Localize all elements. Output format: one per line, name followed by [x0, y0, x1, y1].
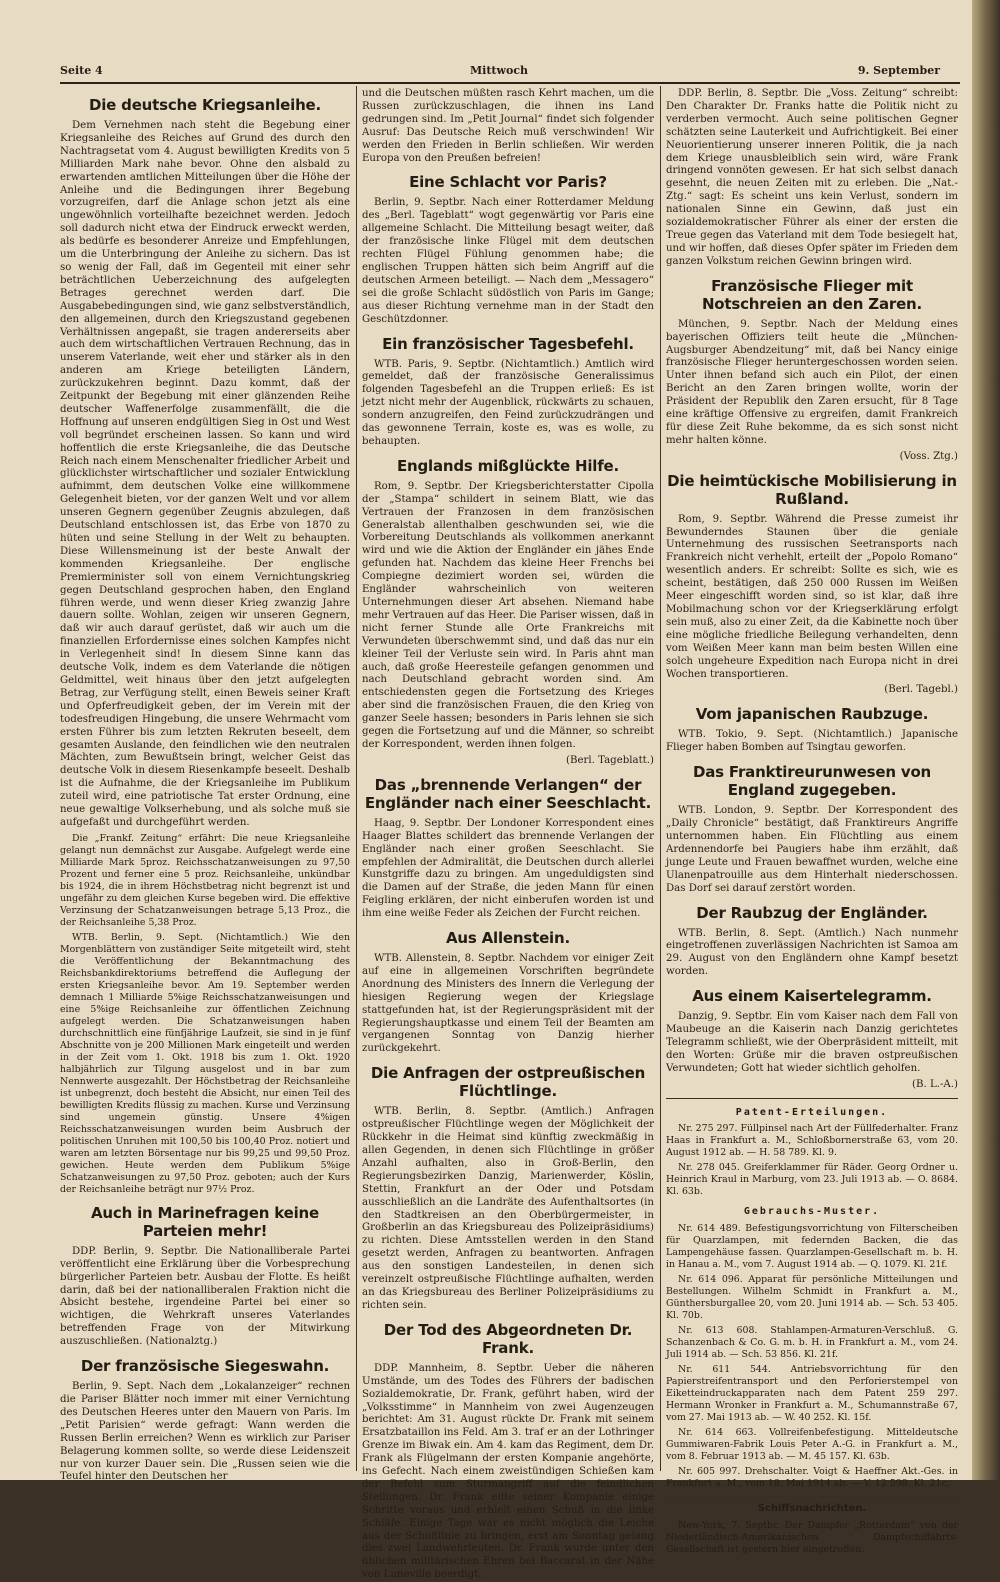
headline-mobilisierung: Die heimtückische Mobilisierung in Rußland.	[667, 471, 957, 508]
article-paragraph: DDP. Berlin, 8. Septbr. Die „Voss. Zeitung“ schreibt: Den Charakter Dr. Franks hatte die Politik nicht zu verderben vermocht. Auch seine politischen Gegner schätzten seine Lauterkeit und Aufrichtigkeit. Bei einer Neuorientierung unserer inneren Politik, die ja nach dem Kriege unausbleiblich sein wird, wäre Frank dringend vonnöten gewesen. Er hat sich selbst danach gesehnt, die neuen Zeiten mit zu erleben. Die „Nat.-Ztg.“ sagt: Es scheint uns kein Verlust, sondern im nationalen Sinne ein Gewinn, daß just ein sozialdemokratischer Führer als einer der ersten die Treue gegen das Vaterland mit dem Tode besiegelt hat, und wir hoffen, daß dieses Opfer später im Frieden dem ganzen Volkstum reichen Gewinn bringen wird.	[666, 88, 958, 267]
column-rule	[356, 86, 357, 1471]
headline-schlacht-paris: Eine Schlacht vor Paris?	[409, 173, 607, 192]
article-paragraph: WTB. Allenstein, 8. Septbr. Nachdem vor einiger Zeit auf eine in allgemeinen Vorschriften begründete Anordnung des Ministers des Innern die Verlegung der hiesigen Regierung wegen der Kriegslage stattgefunden hat, ist der Regierungspräsident mit der Regierungshauptkasse und einem Teil der Beamten am vergangenen Sonntag von Danzig hierher zurückgekehrt.	[362, 953, 654, 1055]
article-paragraph: WTB. London, 9. Septbr. Der Korrespondent des „Daily Chronicle“ bestätigt, daß Franktireurs Angriffe unternommen haben. Ein Flüchtling aus einem Ardennendorfe bei Paugiers habe ihm erzählt, daß junge Leute und Frauen bewaffnet wurden, welche eine Ulanenpatrouille aus dem Hinterhalt niederschossen. Das Dorf sei darauf zerstört worden.	[666, 805, 958, 894]
article-paragraph: Dem Vernehmen nach steht die Begebung einer Kriegsanleihe des Reiches auf Grund des durch den Nachtragsetat vom 4. August bewilligten Kredits von 5 Milliarden Mark nahe bevor. Ohne den alsbald zu erwartenden amtlichen Mitteilungen über die Höhe der Anleihe und die Bedingungen ihrer Begebung vorzugreifen, darf die Anlage schon jetzt als eine ungewöhnlich vorteilhafte bezeichnet werden. Jedoch soll dadurch nicht etwa der Eindruck erweckt werden, als bedürfe es besonderer Anreize und Empfehlungen, um die Unterbringung der Anleihe zu sichern. Das ist so wenig der Fall, daß im Gegenteil mit einer sehr beträchtlichen Ueberzeichnung des aufgelegten Betrages gerechnet werden darf. Die Ausgabebedingungen sind, wie ganz selbstverständlich, den allgemeinen, durch den Kriegszustand gegebenen Verhältnissen angepaßt, sie tragen andererseits aber auch dem wirtschaftlichen Vertrauen Rechnung, das in unserem Vaterlande, weit eher und stärker als in den anderen am Kriege beteiligten Ländern, zurückzukehren beginnt. Dazu kommt, daß der Zeitpunkt der Begebung mit einer glänzenden Reihe deutscher Waffenerfolge zusammenfällt, die die Hoffnung auf unseren endgültigen Sieg in Ost und West voll begründet erscheinen lassen. So kann und wird hoffentlich die erste Kriegsanleihe, die das Deutsche Reich nach einem Menschenalter friedlicher Arbeit und glücklichster wirtschaftlicher und sozialer Entwicklung aufnimmt, dem deutschen Volke eine willkommene Gelegenheit bieten, vor der ganzen Welt und vor allem unseren Gegnern gegenüber Zeugnis abzulegen, daß Deutschland entschlossen ist, das Erbe von 1870 zu hüten und seine Stellung in der Welt zu behaupten. Diese Willensmeinung ist der beste Anwalt der kommenden Kriegsanleihe. Der englische Premierminister soll von einem Vernichtungskrieg gegen Deutschland gesprochen haben, den England führen werde, und wenn dieser Krieg zwanzig Jahre dauern sollte. Wohlan, zeigen wir unseren Gegnern, daß wir auch darauf gerüstet, daß wir auch um die finanziellen Erfordernisse eines solchen Kampfes nicht in Verlegenheit sind! In diesem Sinne kann das deutsche Volk, indem es dem Vaterlande die nötigen Geldmittel, weit hinaus über den jetzt aufgelegten Betrag, zur Verfügung stellt, einen Beweis seiner Kraft und Opferfreudigkeit geben, der im Verein mit der todesfreudigen Hingebung, die unsere Wehrmacht vom ersten Führer bis zum letzten Rekruten beseelt, dem gesamten Auslande, den feindlichen wie den neutralen Mächten, zum Bewußtsein bringt, welcher Geist das deutsche Volk in diesem Riesenkampfe beseelt. Deshalb ist die Aufnahme, die der Kriegsanleihe im Publikum zuteil wird, eine patriotische Tat erster Ordnung, eine neue gewaltige Volkserhebung, und als solche muß sie aufgefaßt und durchgeführt werden.	[60, 120, 350, 828]
article-paragraph: Berlin, 9. Septbr. Nach einer Rotterdamer Meldung des „Berl. Tageblatt“ wogt gegenwärtig vor Paris eine allgemeine Schlacht. Die Mitteilung besagt weiter, daß der französische linke Flügel mit dem deutschen rechten Flügel Fühlung genommen habe; die englischen Truppen hätten sich beim Angriff auf die deutschen Armeen beteiligt. — Nach dem „Messagero“ sei die große Schlacht südöstlich von Paris im Gange; aus dieser Richtung vernehme man in der Stadt den Geschützdonner.	[362, 197, 654, 325]
article-paragraph: WTB. Paris, 9. Septbr. (Nichtamtlich.) Amtlich wird gemeldet, daß der französische Generalissimus folgenden Tagesbefehl an die Truppen erließ: Es ist jetzt nicht mehr der Augenblick, rückwärts zu schauen, sondern anzugreifen, den Feind zurückzudrängen und das gewonnene Terrain, koste es, was es wolle, zu behaupten.	[362, 358, 654, 447]
headline-englands-hilfe: Englands mißglückte Hilfe.	[396, 456, 620, 475]
issue-date: 9. September	[857, 64, 940, 77]
headline-raubzug-england: Der Raubzug der Engländer.	[696, 903, 928, 922]
column-3	[666, 88, 958, 1556]
article-paragraph: WTB. Berlin, 8. Septbr. (Amtlich.) Anfragen ostpreußischer Flüchtlinge wegen der Möglichkeit der Rückkehr in die Heimat sind künftig zweckmäßig in allen Gegenden, in denen sich Flüchtlinge in größer Anzahl aufhalten, also in Groß-Berlin, den Regierungsbezirken Danzig, Marienwerder, Köslin, Stettin, Frankfurt an der Oder und Potsdam ausschließlich an die Landräte des Aufenthaltsortes (in den Stadtkreisen an den Oberbürgermeister, in Großberlin an das Kriegsbureau des Polizeipräsidiums) zu richten. Diese Amtsstellen werden in den Stand gesetzt werden, Anfragen zu beantworten. Anfragen aus den sonstigen Landesteilen, in denen sich vereinzelt ostpreußische Flüchtlinge aufhalten, werden an das Kriegsbureau des Berliner Polizeipräsidiums zu richten sein.	[362, 1106, 654, 1311]
ship-entry: New-York, 7. Septbr. Der Dampfer „Rotterdam“ von der Niederländisch-Amerikanischen Dampfschiffahrts-Gesellschaft ist gestern hier eingetroffen.	[666, 1520, 958, 1556]
headline-franktireur: Das Franktireurunwesen von England zugegeben.	[692, 763, 932, 800]
headline-raubzug-japan: Vom japanischen Raubzuge.	[695, 705, 929, 724]
headline-fluechtlinge: Die Anfragen der ostpreußischen Flüchtlinge.	[370, 1064, 646, 1101]
article-continuation: und die Deutschen müßten rasch Kehrt machen, um die Russen zurückzuschlagen, die ihnen ins Land gedrungen sind. Im „Petit Journal“ findet sich folgender Ausruf: Das Deutsche Reich muß verschwinden! Wir werden den Frieden in Berlin schließen. Wir werden Europa von den Preußen befreien!	[362, 88, 654, 164]
weekday: Mittwoch	[470, 64, 529, 77]
article-paragraph: München, 9. Septbr. Nach der Meldung eines bayerischen Offiziers teilt heute die „München-Augsburger Abendzeitung“ mit, daß bei Nancy einige französische Flieger heruntergeschossen worden seien. Unter ihnen befand sich auch ein Pilot, der einen Bericht an den Zaren bringen wollte, worin der Präsident der Republik den Zaren ersucht, für 8 Tage eine kräftige Offensive zu ergreifen, damit Frankreich für diese Zeit Ruhe bekomme, da es sich sonst nicht mehr halten könne.	[666, 318, 958, 446]
column-1	[60, 88, 350, 1483]
top-rule	[60, 82, 960, 84]
gm-entry: Nr. 605 997. Drehschalter. Voigt & Haeffner Akt.-Ges. in Frankfurt a. M., vom 18. Mai 1914 ab. — V. 12 598. Kl. 21c.	[666, 1466, 958, 1490]
headline-kriegsanleihe: Die deutsche Kriegsanleihe.	[88, 96, 322, 114]
headline-dr-frank: Der Tod des Abgeordneten Dr. Frank.	[383, 1320, 633, 1357]
article-paragraph: WTB. Berlin, 8. Sept. (Amtlich.) Nach nunmehr eingetroffenen zuverlässigen Nachrichten ist Samoa am 29. August von den Engländern ohne Kampf besetzt worden.	[666, 927, 958, 978]
gm-entry: Nr. 614 663. Vollreifenbefestigung. Mitteldeutsche Gummiwaren-Fabrik Louis Peter A.-G. in Frankfurt a. M., vom 8. Februar 1913 ab. — M. 45 157. Kl. 63b.	[666, 1427, 958, 1463]
article-source: (Voss. Ztg.)	[899, 450, 958, 462]
article-paragraph: Berlin, 9. Sept. Nach dem „Lokalanzeiger“ rechnen die Pariser Blätter noch immer mit einer Vernichtung des Deutschen Heeres unter den Mauern von Paris. Im „Petit Parisien“ werde gefragt: Wann werden die Russen Berlin erreichen? Wenn es wirklich zur Pariser Belagerung kommen sollte, so werde diese Leidenszeit nur von kurzer Dauer sein. Die „Russen seien wie die Teufel hinter den Deutschen her	[60, 1381, 350, 1483]
headline-siegeswahn: Der französische Siegeswahn.	[80, 1357, 330, 1376]
article-paragraph: WTB. Tokio, 9. Sept. (Nichtamtlich.) Japanische Flieger haben Bomben auf Tsingtau geworfen.	[666, 729, 958, 754]
article-paragraph: DDP. Mannheim, 8. Septbr. Ueber die näheren Umstände, um des Todes des Führers der badischen Sozialdemokratie, Dr. Frank, geführt haben, wird der „Volksstimme“ in Mannheim von zwei Augenzeugen berichtet: Am 31. August rückte Dr. Frank mit seinem Ersatzbataillon ins Feld. Am 3. traf er an der Lothringer Grenze im Biwak ein. Am 4. kam das Regiment, dem Dr. Frank als Flügelmann der ersten Kompanie angehörte, ins Gefecht. Nach einem zweistündigen Schießen kam der Befehl zum Sturmangriff auf die feindlichen Stellungen. Dr. Frank eilte seiner Kompanie einige Schritte voraus und erhielt einen Schuß in die linke Schläfe. Einige Tage war es nicht möglich die Leiche aus der Schußlinie zu bringen, erst am Sonntag gelang dies zwei Landwehrleuten. Dr. Frank wurde unter den üblichen militärischen Ehren bei Baccarat in der Nähe von Luneville beerdigt.	[362, 1362, 654, 1581]
headline-kaisertelegramm: Aus einem Kaisertelegramm.	[692, 987, 932, 1006]
patent-entry: Nr. 275 297. Füllpinsel nach Art der Füllfederhalter. Franz Haas in Frankfurt a. M., Schloßbornerstraße 63, vom 20. August 1912 ab. — H. 58 789. Kl. 9.	[666, 1123, 958, 1159]
patent-entry: Nr. 278 045. Greiferklammer für Räder. Georg Ordner u. Heinrich Kraul in Marburg, vom 23. Juli 1913 ab. — O. 8684. Kl. 63b.	[666, 1162, 958, 1198]
article-paragraph: WTB. Berlin, 9. Sept. (Nichtamtlich.) Wie den Morgenblättern von zuständiger Seite mitgeteilt wird, steht die Veröffentlichung der Bekanntmachung des Reichsbankdirektoriums betreffend die Auflegung der ersten Kriegsanleihe bevor. Am 19. September werden demnach 1 Milliarde 5%ige Reichsschatzanweisungen und eine 5%ige Reichsanleihe zur öffentlichen Zeichnung aufgelegt werden. Die Schatzanweisungen haben durchschnittlich eine fünfjährige Laufzeit, sie sind in je fünf Abschnitte von je 200 Millionen Mark eingeteilt und werden in der Zeit vom 1. Okt. 1918 bis zum 1. Okt. 1920 halbjährlich zur Tilgung ausgelost und in bar zum Nennwerte ausgezahlt. Der Höchstbetrag der Reichsanleihe ist unbegrenzt, doch besteht die Absicht, nur einen Teil des bewilligten Kredits flüssig zu machen. Kurse und Verzinsung sind ungemein günstig. Unsere 4%igen Reichsschatzanweisungen wurden beim Ausbruch der politischen Unruhen mit 100,50 bis 100,40 Proz. notiert und waren am letzten Börsentage nur bis 99,25 und 99,50 Proz. gewichen. Heute werden dem Publikum 5%ige Schatzanweisungen zu 97,50 Proz. geboten; auch der Kurs der Reichsanleihe beträgt nur 97½ Proz.	[60, 931, 350, 1195]
column-2	[362, 88, 654, 1581]
section-divider	[666, 1098, 958, 1099]
article-paragraph: DDP. Berlin, 9. Septbr. Die Nationalliberale Partei veröffentlicht eine Erklärung über die Vorbesprechung bürgerlicher Parteien betr. Ausbau der Flotte. Es heißt darin, daß bei der nationalliberalen Fraktion nicht die Absicht bestehe, irgendeine Partei bei einer so wichtigen, die Wehrkraft unseres Vaterlandes betreffenden Frage von der Mitwirkung auszuschließen. (Nationalztg.)	[60, 1245, 350, 1348]
section-title-schiffsnachrichten: Schiffsnachrichten.	[757, 1503, 867, 1515]
gm-entry: Nr. 614 096. Apparat für persönliche Mitteilungen und Bestellungen. Wilhelm Schmidt in Frankfurt a. M., Günthersburgallee 20, vom 20. Juni 1914 ab. — Sch. 53 405. Kl. 70b.	[666, 1274, 958, 1322]
headline-tagesbefehl: Ein französischer Tagesbefehl.	[382, 334, 634, 353]
binding-edge	[972, 0, 1000, 1480]
headline-marinefragen: Auch in Marinefragen keine Parteien mehr!	[91, 1203, 319, 1240]
article-paragraph: Haag, 9. Septbr. Der Londoner Korrespondent eines Haager Blattes schildert das brennende Verlangen der Engländer nach einer großen Seeschlacht. Sie empfehlen der Admiralität, die Deutschen durch allerlei Kunstgriffe dazu zu bringen. Am ungeduldigsten sind die Damen auf der Straße, die jeden Mann für einen Feigling erklären, der nicht einberufen worden ist und ihm eine weiße Feder als Zeichen der Furcht reichen.	[362, 817, 654, 920]
section-title-gebrauchsmuster: Gebrauchs-Muster.	[743, 1206, 881, 1218]
article-source: (Berl. Tageblatt.)	[566, 754, 654, 766]
headline-seeschlacht: Das „brennende Verlangen“ der Engländer nach einer Seeschlacht.	[364, 775, 652, 812]
gm-entry: Nr. 611 544. Antriebsvorrichtung für den Papierstreifentransport und den Perforierstempel von Eiketteindruckapparaten nach dem Patent 259 297. Hermann Wronker in Frankfurt a. M., Schumannstraße 67, vom 27. Mai 1913 ab. — W. 40 252. Kl. 15f.	[666, 1364, 958, 1424]
section-title-patents: Patent-Erteilungen.	[735, 1106, 889, 1118]
gm-entry: Nr. 614 489. Befestigungsvorrichtung von Filterscheiben für Quarzlampen, mit federnden Backen, die das Lampengehäuse fassen. Quarzlampen-Gesellschaft m. b. H. in Hanau a. M., vom 7. August 1914 ab. — Q. 1079. Kl. 21f.	[666, 1223, 958, 1271]
article-paragraph: Die „Frankf. Zeitung“ erfährt: Die neue Kriegsanleihe gelangt nun demnächst zur Ausgabe. Aufgelegt werde eine Milliarde Mark 5proz. Reichsschatzanweisungen zu 97,50 Prozent und ferner eine 5 proz. Reichsanleihe, unkündbar bis 1924, die in ihrem Höchstbetrag nicht begrenzt ist und ungefähr zu dem gleichen Kurse begeben wird. Die effektive Verzinsung der Schatzanweisungen betrage 5,13 Proz., die der Reichsanleihe 5,38 Proz.	[60, 832, 350, 928]
page-number: Seite 4	[60, 64, 103, 77]
article-paragraph: Rom, 9. Septbr. Der Kriegsberichterstatter Cipolla der „Stampa“ schildert in seinem Blatt, wie das Vertrauen der Franzosen in dem französischen Generalstab allenthalben geschwunden sei, wie die Vorbereitung Deutschlands als vollkommen anerkannt wird und wie die Aktion der Engländer ein jähes Ende gefunden hat. Nachdem das kleine Heer Frenchs bei Compiegne dezimiert worden sei, würden die Engländer wahrscheinlich von weiteren Unternehmungen dieser Art absehen. Niemand habe mehr Vertrauen auf das Heer. Die Pariser wissen, daß in nicht ferner Stunde alle Orte Frankreichs mit Verwundeten überschwemmt sind, und daß das nur ein kleiner Teil der Verluste sein wird. In Paris ahnt man auch, daß große Heeresteile gefangen genommen und nach Deutschland gebracht worden sind. Am entschiedensten gegen die Fortsetzung des Krieges aber sind die französischen Frauen, die den Krieg von ganzer Seele hassen; besonders in Paris lehnen sie sich gegen die Fortsetzung auf und die Männer, so schreibt der Korrespondent, werden ihnen folgen.	[362, 480, 654, 750]
article-source: (Berl. Tagebl.)	[884, 684, 958, 696]
article-paragraph: Rom, 9. Septbr. Während die Presse zumeist ihr Bewunderndes Staunen über die geniale Unternehmung des russischen Seetransports nach Frankreich nicht verhehlt, erteilt der „Popolo Romano“ wesentlich anders. Er schreibt: Sollte es sich, wie es scheint, bestätigen, daß 250 000 Russen im Weißen Meer eingeschifft worden sind, so ist klar, daß ihre Mobilmachung schon vor der Kriegserklärung erfolgt sein muß, also zu einer Zeit, da die Kabinette noch über eine mögliche friedliche Beilegung verhandelten, denn vom Weißen Meer kann man beim besten Willen eine solch ungeheure Expedition nach Europa nicht in drei Wochen transportieren.	[666, 513, 958, 680]
gm-entry: Nr. 613 608. Stahlampen-Armaturen-Verschluß. G. Schanzenbach & Co. G. m. b. H. in Frankfurt a. M., vom 24. Juli 1914 ab. — Sch. 53 856. Kl. 21f.	[666, 1325, 958, 1361]
headline-flieger-zaren: Französische Flieger mit Notschreien an den Zaren.	[701, 276, 923, 313]
section-divider	[666, 1496, 958, 1497]
masthead	[60, 64, 940, 82]
article-paragraph: Danzig, 9. Septbr. Ein vom Kaiser nach dem Fall von Maubeuge an die Kaiserin nach Danzig gerichtetes Telegramm schließt, wie der Oberpräsident mitteilt, mit den Worten: Grüße mir die braven ostpreußischen Verwundeten; Gott hat wieder sichtlich geholfen.	[666, 1011, 958, 1074]
column-rule	[660, 86, 661, 1471]
article-source: (B. L.-A.)	[912, 1078, 958, 1090]
headline-allenstein: Aus Allenstein.	[446, 929, 570, 948]
